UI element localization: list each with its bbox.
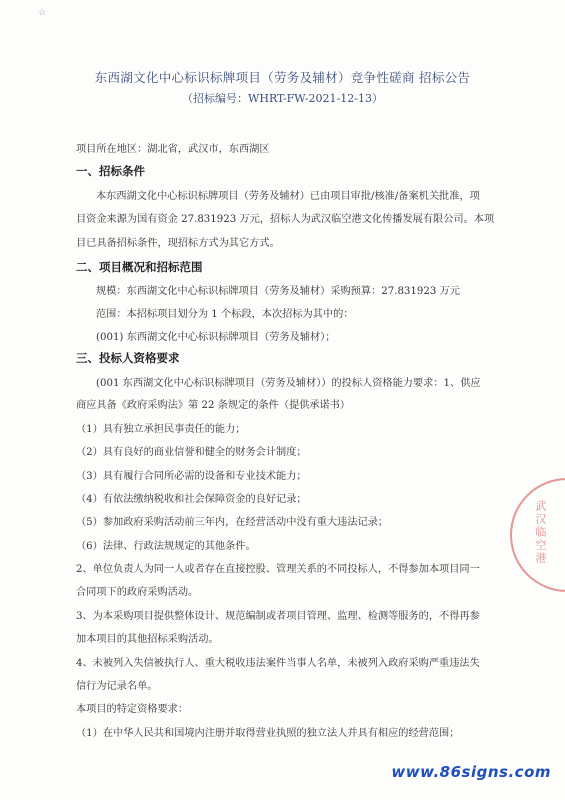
paragraph-line: 商应具备《政府采购法》第 22 条规定的条件（提供承诺书） bbox=[76, 400, 351, 411]
paragraph-line: 合同项下的政府采购活动。 bbox=[76, 587, 199, 598]
paragraph-line: 4、未被列入失信被执行人、重大税收违法案件当事人名单，未被列入政府采购严重违法失 bbox=[76, 658, 480, 669]
project-location: 项目所在地区：湖北省，武汉市，东西湖区 bbox=[76, 144, 270, 155]
paragraph-line: （4）有依法缴纳税收和社会保障资金的良好记录； bbox=[76, 494, 307, 505]
site-watermark: www.86signs.com bbox=[391, 763, 551, 781]
paragraph-line: 信行为记录名单。 bbox=[76, 681, 158, 692]
document-title: 东西湖文化中心标识标牌项目（劳务及辅材）竞争性磋商 招标公告 bbox=[94, 70, 471, 85]
paragraph-line: 3、为本采购项目提供整体设计、规范编制或者项目管理、监理、检测等服务的，不得再参 bbox=[76, 611, 480, 622]
paragraph-line: （1）具有独立承担民事责任的能力； bbox=[76, 424, 246, 435]
paragraph-line: （6）法律、行政法规规定的其他条件。 bbox=[76, 541, 256, 552]
paragraph-line: 目资金来源为国有资金 27.831923 万元，招标人为武汉临空港文化传播发展有限公司。本项 bbox=[76, 214, 495, 225]
paragraph-line: 目已具备招标条件，现招标方式为其它方式。 bbox=[76, 238, 280, 249]
paragraph-line: 加本项目的其他招标采购活动。 bbox=[76, 634, 219, 645]
section-heading-1: 一、招标条件 bbox=[76, 164, 145, 178]
paragraph-line: 本项目的特定资格要求： bbox=[76, 704, 189, 715]
paragraph-line: 规模：东西湖文化中心标识标牌项目（劳务及辅材）采购预算：27.831923 万元 bbox=[96, 286, 460, 297]
corner-mark: ☆ bbox=[38, 8, 47, 18]
paragraph-line: (001) 东西湖文化中心标识标牌项目（劳务及辅材）； bbox=[96, 332, 336, 343]
seal-text: 武汉临空港 bbox=[534, 500, 547, 565]
tender-number: （招标编号：WHRT-FW-2021-12-13） bbox=[182, 92, 383, 105]
section-heading-2: 二、项目概况和招标范围 bbox=[76, 260, 203, 274]
paragraph-line: (001 东西湖文化中心标识标牌项目（劳务及辅材））的投标人资格能力要求：1、供应 bbox=[96, 378, 481, 389]
paragraph-line: （2）具有良好的商业信誉和健全的财务会计制度； bbox=[76, 447, 307, 458]
section-heading-3: 三、投标人资格要求 bbox=[76, 351, 180, 365]
paragraph-line: （5）参加政府采购活动前三年内，在经营活动中没有重大违法记录； bbox=[76, 517, 389, 528]
paragraph-line: 2、单位负责人为同一人或者存在直接控股、管理关系的不同投标人，不得参加本项目同一 bbox=[76, 564, 480, 575]
paragraph-line: （3）具有履行合同所必需的设备和专业技术能力； bbox=[76, 471, 307, 482]
paragraph-line: 范围：本招标项目划分为 1 个标段，本次招标为其中的： bbox=[96, 309, 354, 320]
paragraph-line: （1）在中华人民共和国境内注册并取得营业执照的独立法人并具有相应的经营范围； bbox=[76, 728, 460, 739]
paragraph-line: 本东西湖文化中心标识标牌项目（劳务及辅材）已由项目审批/核准/备案机关批准，项 bbox=[96, 191, 480, 202]
